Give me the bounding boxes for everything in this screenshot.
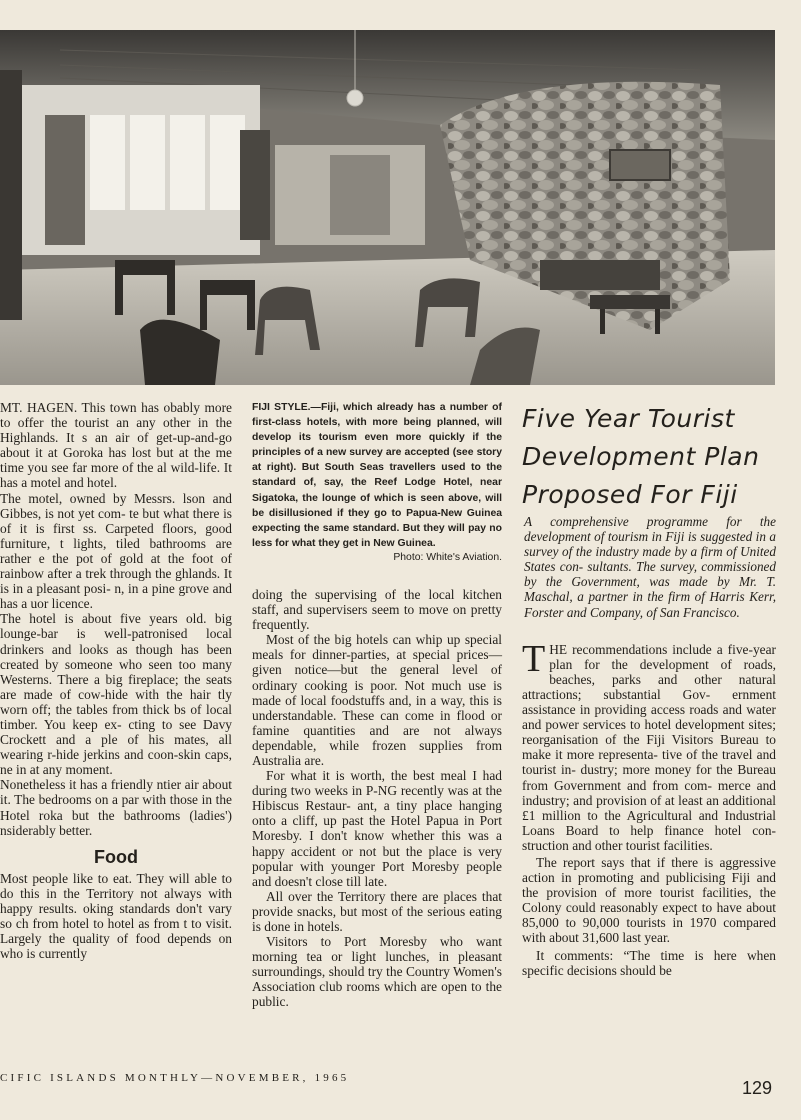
running-footer: CIFIC ISLANDS MONTHLY—NOVEMBER, 1965 <box>0 1072 350 1084</box>
paragraph: The motel, owned by Messrs. lson and Gibbes, is not yet com- te but what there is of it is first ss. Carpeted floors, good furniture, t lights, tiled bathrooms are rather e the pot of gold at the foot of rainbow after a trek through the ghlands. It is in a pleasant posi- n, in a pine grove and has a uor licence. <box>0 490 232 612</box>
paragraph: The hotel is about five years old. big lounge-bar is well-patronised local drinkers and looks as though has been created by someone who seen too many Westerns. There a big fireplace; the seats are made of cow-hide with the hair tly worn off; the tables from thick bs of local timber. You keep ex- cting to see Davy Crockett and a ple of his mates, all wearing r-hide jerkins and coon-skin caps, ne in at any moment. <box>0 611 232 778</box>
lounge-image <box>0 30 775 385</box>
article-column-2 <box>252 400 502 1010</box>
paragraph: MT. HAGEN. This town has obably more to offer the tourist an any other in the Highlands. It s an air of get-up-and-go about it at Goroka has lost but at the me time you see far more of the al wild-life. It has a motel and hotel. <box>0 400 232 491</box>
subheading-food: Food <box>94 846 138 867</box>
paragraph: Nonetheless it has a friendly ntier air about it. The bedrooms on a par with those in the Hotel roka but the bathrooms (ladies') nsiderably better. <box>0 777 232 838</box>
lead-text: HE recommendations include a five-year plan for the development of roads, beaches, parks and other natural attractions; substantial Gov- ernment assistance in providing access roads and water and power services to hotel development sites; reorganisation of the Fiji Visitors Bureau to make it more representa- tive of the travel and tourist in- dustry; more money for the Bureau from Government and from com- merce and industry; and provision of at least an additional £1 million to the Agricultural and Industrial Loans Board to help finance hotel con- struction and other tourist facilities. <box>522 641 776 853</box>
article-standfirst: A comprehensive programme for the development of tourism in Fiji is suggested in a survey of the industry made by a firm of United States con- sultants. The survey, commissioned by the Government, was made by Mr. T. Maschal, a partner in the firm of Harris Kerr, Forster and Company, of San Francisco. <box>524 514 776 620</box>
paragraph: Most people like to eat. They will able to do this in the Territory not always with happy results. oking standards don't vary so ch from hotel to hotel as from t to visit. Largely the quality of food depends on who is currently <box>0 870 232 962</box>
article-headline: Five Year Tourist Development Plan Proposed For Fiji <box>522 404 760 509</box>
lead-paragraph <box>522 637 776 853</box>
paragraph: Most of the big hotels can whip up special meals for dinner-parties, at special prices—given notice—but the general level of ordinary cooking is poor. Not much use is made of local foodstuffs and, in a way, this is understandable. These can come in flood or famine quantities and are not always dependable, while frozen supplies from Australia are. <box>252 632 502 768</box>
paragraph: For what it is worth, the best meal I had during two weeks in P-NG recently was at the Hibiscus Restaur- ant, a tiny place hanging onto a cliff, up past the Hotel Papua in Port Moresby. I don't know whether this was a happy accident or not but the place is very popular with younger Port Moresby people and doesn't close till late. <box>252 768 502 889</box>
column-body <box>252 587 502 1010</box>
paragraph: doing the supervising of the local kitchen staff, and supervisers seem to move on pretty frequently. <box>252 586 502 633</box>
article-column-1 <box>0 400 232 961</box>
paragraph: Visitors to Port Moresby who want morning tea or light lunches, in pleasant surroundings, should try the Country Women's Association club rooms which are open to the public. <box>252 934 502 1010</box>
hotel-lounge-photo <box>0 30 775 385</box>
page-number: 129 <box>742 1078 773 1098</box>
photo-caption: FIJI STYLE.—Fiji, which already has a number of first-class hotels, with more being planned, will develop its tourism even more quickly if the principles of a new survey are accepted (see story at right). But South Seas travellers used to the standard of, say, the Reef Lodge Hotel, near Sigatoka, the lounge of which is seen above, will be disillusioned if they go to Papua-New Guinea expecting the same standard. But they will pay no less for what they get in New Guinea. <box>252 402 502 549</box>
photo-credit: Photo: White's Aviation. <box>393 551 502 563</box>
paragraph: It comments: “The time is here when specific decisions should be <box>522 947 776 978</box>
article-column-3 <box>522 400 776 978</box>
column-body <box>522 637 776 978</box>
paragraph: The report says that if there is aggressive action in promoting and publicising Fiji and the provision of more tourist facilities, the Colony could reasonably expect to have about 85,000 to 90,000 tourists in 1970 compared with about 31,600 last year. <box>522 854 776 946</box>
drop-cap: T <box>522 637 546 680</box>
paragraph: All over the Territory there are places that provide snacks, but most of the serious eating is done in hotels. <box>252 888 502 934</box>
